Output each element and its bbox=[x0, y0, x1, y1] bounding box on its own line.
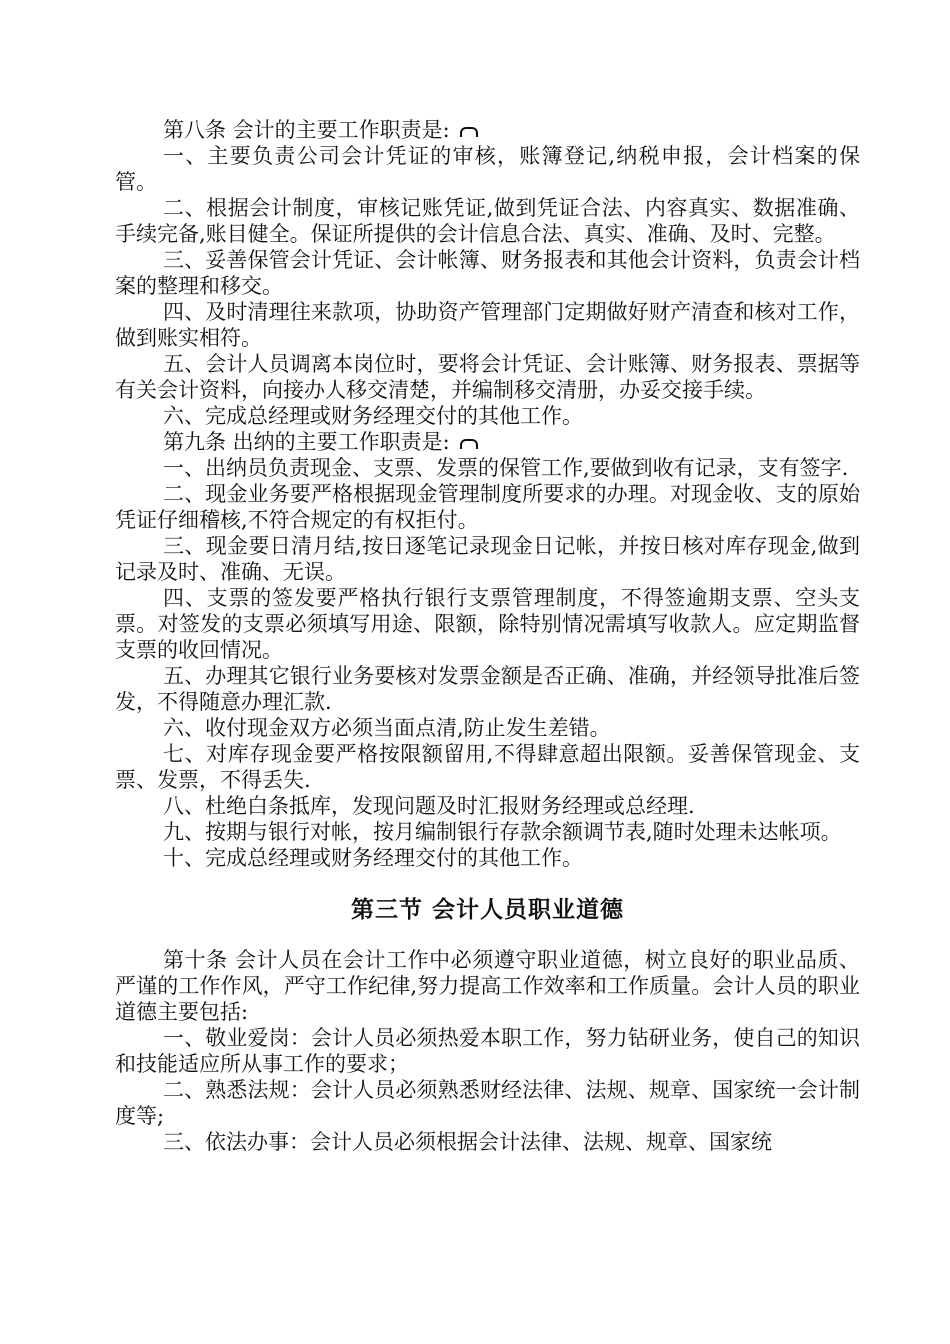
article-9-item-8: 八、杜绝白条抵库，发现问题及时汇报财务经理或总经理. bbox=[163, 794, 695, 818]
article-8-item-1: 一、主要负责公司会计凭证的审核，账簿登记,纳税申报，会计档案的保管。 bbox=[115, 144, 860, 194]
article-8-title: 第八条 会计的主要工作职责是: bbox=[115, 117, 860, 143]
article-10-title: 第十条 会计人员在会计工作中必须遵守职业道德，树立良好的职业品质、严谨的工作作风，严守工作纪律,努力提高工作效率和工作质量。会计人员的职业道德主要包括: bbox=[115, 948, 860, 1024]
article-9-item-2: 二、现金业务要严格根据现金管理制度所要求的办理。对现金收、支的原始凭证仔细稽核,不符合规定的有权拒付。 bbox=[115, 482, 860, 532]
article-8-item-3: 三、妥善保管会计凭证、会计帐簿、财务报表和其他会计资料，负责会计档案的整理和移交。 bbox=[115, 248, 860, 298]
article-10-item-3: 三、依法办事：会计人员必须根据会计法律、法规、规章、国家统 bbox=[163, 1130, 772, 1154]
handwritten-mark bbox=[460, 439, 478, 449]
article-8-item-5: 五、会计人员调离本岗位时，要将会计凭证、会计账簿、财务报表、票据等有关会计资料，向接办人移交清楚，并编制移交清册，办妥交接手续。 bbox=[115, 352, 860, 402]
article-8-item-6: 六、完成总经理或财务经理交付的其他工作。 bbox=[163, 404, 583, 428]
article-9-item-10: 十、完成总经理或财务经理交付的其他工作。 bbox=[163, 846, 583, 870]
article-9-item-9: 九、按期与银行对帐，按月编制银行存款余额调节表,随时处理未达帐项。 bbox=[163, 820, 842, 844]
handwritten-mark bbox=[460, 127, 478, 137]
section-heading: 第三节 会计人员职业道德 bbox=[350, 897, 624, 923]
article-9-item-3: 三、现金要日清月结,按日逐笔记录现金日记帐，并按日核对库存现金,做到记录及时、准确、无误。 bbox=[115, 534, 860, 584]
article-9-item-5: 五、办理其它银行业务要核对发票金额是否正确、准确，并经领导批准后签发，不得随意办理汇款. bbox=[115, 664, 860, 714]
article-9-item-6: 六、收付现金双方必须当面点清,防止发生差错。 bbox=[163, 716, 611, 740]
article-9-item-7: 七、对库存现金要严格按限额留用,不得肆意超出限额。妥善保管现金、支票、发票，不得丢失. bbox=[115, 742, 860, 792]
article-10-item-1: 一、敬业爱岗：会计人员必须热爱本职工作，努力钻研业务，使自己的知识和技能适应所从事工作的要求； bbox=[115, 1026, 860, 1076]
article-9-item-1: 一、出纳员负责现金、支票、发票的保管工作,要做到收有记录，支有签字. bbox=[163, 456, 849, 480]
article-8-item-2: 二、根据会计制度，审核记账凭证,做到凭证合法、内容真实、数据准确、手续完备,账目健全。保证所提供的会计信息合法、真实、准确、及时、完整。 bbox=[115, 196, 860, 246]
article-8-item-4: 四、及时清理往来款项，协助资产管理部门定期做好财产清查和核对工作，做到账实相符。 bbox=[115, 300, 860, 350]
article-10-item-2: 二、熟悉法规：会计人员必须熟悉财经法律、法规、规章、国家统一会计制度等; bbox=[115, 1078, 860, 1128]
article-9-item-4: 四、支票的签发要严格执行银行支票管理制度，不得签逾期支票、空头支票。对签发的支票必须填写用途、限额，除特别情况需填写收款人。应定期监督支票的收回情况。 bbox=[115, 586, 860, 662]
article-9-title: 第九条 出纳的主要工作职责是: bbox=[115, 429, 860, 455]
document-page bbox=[115, 117, 860, 1155]
